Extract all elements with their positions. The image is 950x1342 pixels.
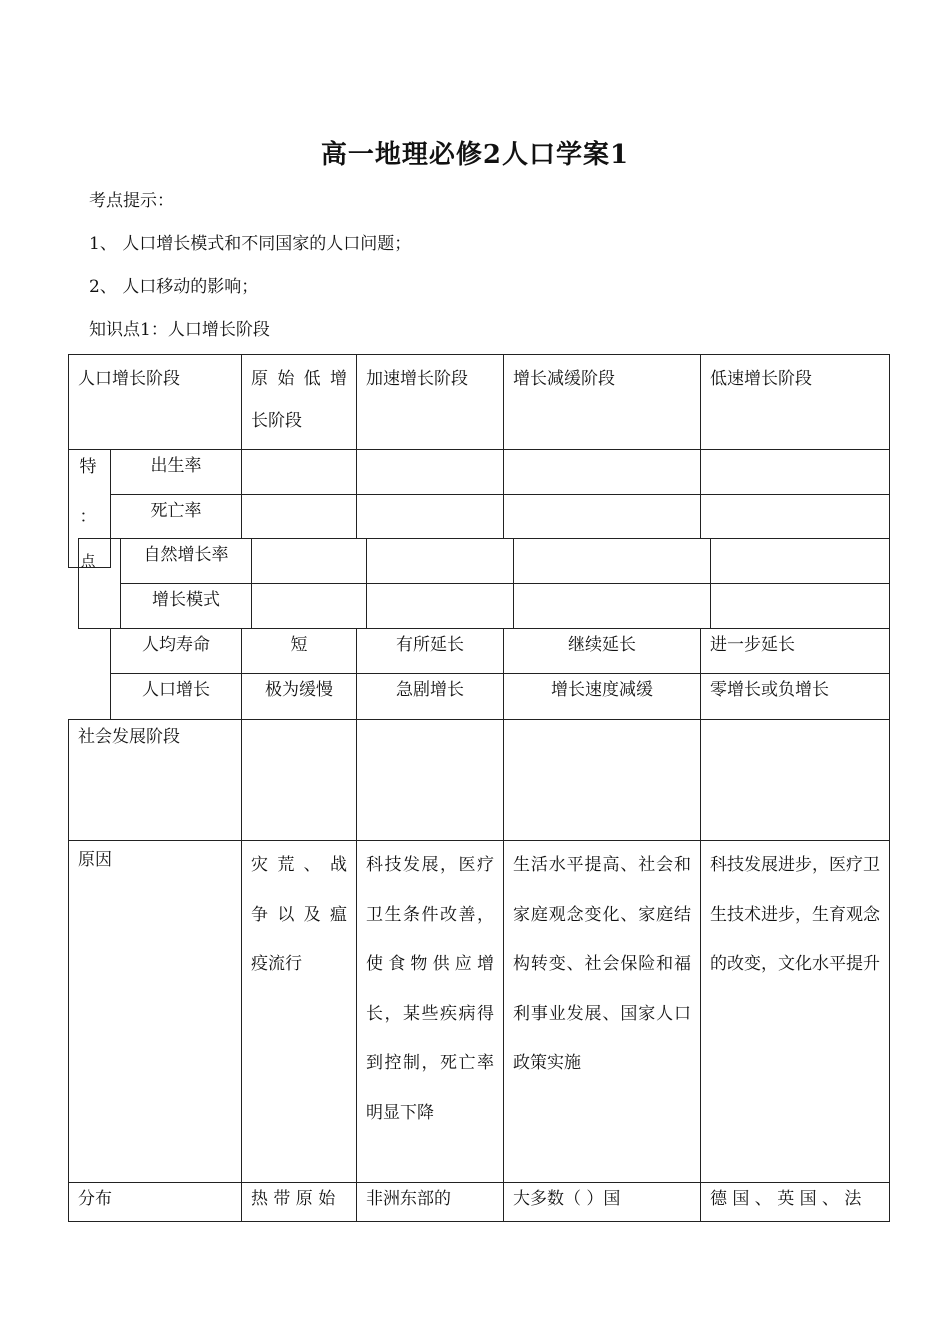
social-stage-primitive[interactable] (241, 719, 357, 841)
header-primitive: 原 始 低 增 长阶段 (241, 354, 357, 450)
social-stage-accelerated[interactable] (356, 719, 504, 841)
distribution-slowing: 大多数（ ）国 (503, 1182, 701, 1222)
birth-rate-low[interactable] (700, 449, 890, 495)
population-growth-primitive: 极为缓慢 (241, 673, 357, 720)
reasons-primitive: 灾 荒 、 战 争 以 及 瘟 疫流行 (241, 840, 357, 1183)
distribution-primitive: 热 带 原 始 (241, 1182, 357, 1222)
reasons-accelerated: 科技发展，医疗卫生条件改善，使食物供应增长，某些疾病得到控制，死亡率明显下降 (356, 840, 504, 1183)
population-growth-slowing: 增长速度减缓 (503, 673, 701, 720)
row-label-growth-pattern: 增长模式 (120, 583, 252, 629)
header-low: 低速增长阶段 (700, 354, 890, 450)
point-2: 2、 人口移动的影响； (89, 277, 259, 297)
header-stage: 人口增长阶段 (68, 354, 242, 450)
birth-rate-slowing[interactable] (503, 449, 701, 495)
natural-growth-slowing[interactable] (513, 538, 711, 584)
row-label-life-expectancy: 人均寿命 (110, 628, 242, 674)
population-growth-accelerated: 急剧增长 (356, 673, 504, 720)
row-label-reasons: 原因 (68, 840, 242, 1183)
row-label-death-rate: 死亡率 (110, 494, 242, 539)
natural-growth-primitive[interactable] (251, 538, 367, 584)
birth-rate-primitive[interactable] (241, 449, 357, 495)
feature-label-2: ： (79, 507, 97, 527)
feature-label-1: 特 (79, 457, 97, 477)
death-rate-low[interactable] (700, 494, 890, 539)
row-label-natural-growth: 自然增长率 (120, 538, 252, 584)
distribution-low: 德 国 、 英 国 、 法 (700, 1182, 890, 1222)
distribution-accelerated: 非洲东部的 (356, 1182, 504, 1222)
page-title: 高一地理必修2人口学案1 (320, 140, 630, 170)
growth-pattern-slowing[interactable] (513, 583, 711, 629)
birth-rate-accelerated[interactable] (356, 449, 504, 495)
life-expectancy-accelerated: 有所延长 (356, 628, 504, 674)
population-growth-low: 零增长或负增长 (700, 673, 890, 720)
growth-pattern-low[interactable] (710, 583, 890, 629)
natural-growth-accelerated[interactable] (366, 538, 514, 584)
row-label-distribution: 分布 (68, 1182, 242, 1222)
point-1: 1、 人口增长模式和不同国家的人口问题； (89, 234, 412, 254)
header-accelerated: 加速增长阶段 (356, 354, 504, 450)
life-expectancy-slowing: 继续延长 (503, 628, 701, 674)
death-rate-primitive[interactable] (241, 494, 357, 539)
reasons-slowing: 生活水平提高、社会和家庭观念变化、家庭结构转变、社会保险和福利事业发展、国家人口政策实施 (503, 840, 701, 1183)
row-label-population-growth: 人口增长 (110, 673, 242, 720)
death-rate-accelerated[interactable] (356, 494, 504, 539)
feature-label-3: 点 (80, 552, 96, 570)
natural-growth-low[interactable] (710, 538, 890, 584)
life-expectancy-low: 进一步延长 (700, 628, 890, 674)
row-label-social-stage: 社会发展阶段 (68, 719, 242, 841)
row-label-birth-rate: 出生率 (110, 449, 242, 495)
hint-label: 考点提示： (89, 191, 174, 211)
social-stage-low[interactable] (700, 719, 890, 841)
growth-pattern-accelerated[interactable] (366, 583, 514, 629)
life-expectancy-primitive: 短 (241, 628, 357, 674)
knowledge-label: 知识点1：人口增长阶段 (89, 320, 270, 340)
death-rate-slowing[interactable] (503, 494, 701, 539)
header-slowing: 增长减缓阶段 (503, 354, 701, 450)
reasons-low: 科技发展进步，医疗卫生技术进步，生育观念的改变，文化水平提升 (700, 840, 890, 1183)
growth-pattern-primitive[interactable] (251, 583, 367, 629)
social-stage-slowing[interactable] (503, 719, 701, 841)
